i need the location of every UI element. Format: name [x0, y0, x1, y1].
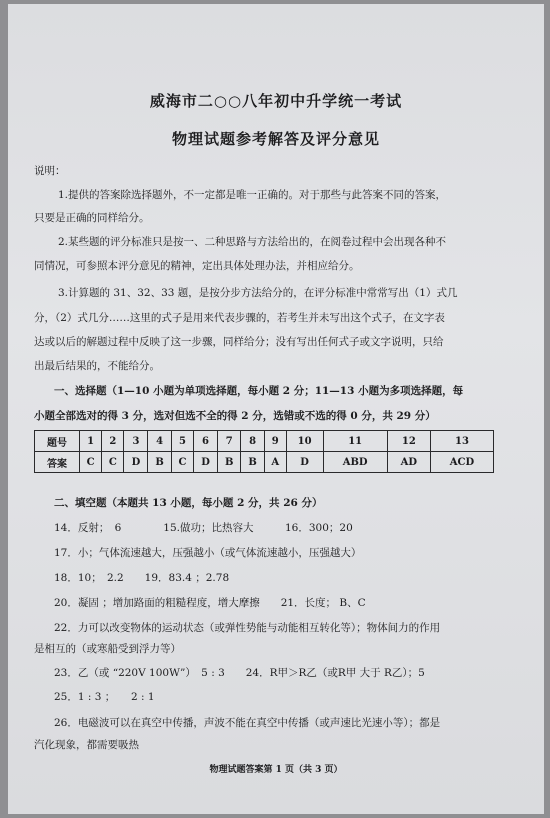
- note-text: 3.计算题的 31、32、33 题，是按分步方法给分的，在评分标准中常常写出（1）式几: [58, 287, 458, 299]
- answer-cell: D: [194, 452, 218, 473]
- fill-answer-line: 25．1 : 3 ； 2 : 1: [54, 691, 155, 703]
- note-text: 只要是正确的同样给分。: [34, 212, 150, 224]
- note-text: 分，（2）式几分……这里的式子是用来代表步骤的，若考生并未写出这个式子，在文字表: [34, 312, 445, 324]
- question-number: 7: [218, 431, 241, 452]
- question-number: 12: [387, 431, 430, 452]
- question-number: 13: [430, 431, 493, 452]
- answer-cell: AD: [387, 452, 430, 473]
- answer-table: [34, 430, 494, 473]
- note-text: 出最后结果的，不能给分。: [34, 360, 160, 372]
- fill-answer-line: 14．反射； 6 15.做功；比热容大 16．300；20: [54, 522, 353, 534]
- answer-cell: ACD: [430, 452, 493, 473]
- notes-heading: 说明：: [34, 165, 66, 177]
- fill-answer-line: 17．小；气体流速越大，压强越小（或气体流速越小，压强越大）: [54, 547, 362, 559]
- note-text: 同情况，可参照本评分意见的精神，定出具体处理办法，并相应给分。: [34, 260, 360, 272]
- answer-cell: D: [286, 452, 323, 473]
- table-row-label: 答案: [35, 452, 80, 473]
- answer-cell: B: [218, 452, 241, 473]
- table-row: [35, 431, 494, 452]
- question-number: 4: [148, 431, 171, 452]
- question-number: 10: [286, 431, 323, 452]
- fill-answer-line: 汽化现象，都需要吸热: [34, 739, 139, 751]
- fill-answer-line: 20．凝固 ；增加路面的粗糙程度，增大摩擦 21．长度； B、C: [54, 597, 366, 609]
- page-title: 威海市二○○八年初中升学统一考试: [149, 92, 403, 110]
- question-number: 1: [80, 431, 102, 452]
- answer-cell: D: [124, 452, 148, 473]
- answer-cell: B: [241, 452, 264, 473]
- fill-answer-line: 23．乙（或 “220V 100W”） 5 : 3 24．R甲＞R乙（或R甲 大于 R乙）；5: [54, 667, 425, 679]
- answer-sheet: [8, 4, 544, 814]
- fill-answer-line: 26．电磁波可以在真空中传播，声波不能在真空中传播（或声速比光速小等）；都是: [54, 717, 441, 729]
- answer-cell: ABD: [323, 452, 387, 473]
- section1-heading: 一、选择题（1—10 小题为单项选择题，每小题 2 分；11—13 小题为多项选择题，每: [54, 385, 464, 397]
- answer-cell: C: [171, 452, 193, 473]
- page-subtitle: 物理试题参考解答及评分意见: [171, 130, 380, 148]
- section2-heading: 二、填空题（本题共 13 小题，每小题 2 分，共 26 分）: [54, 497, 323, 509]
- note-text: 达或以后的解题过程中反映了这一步骤，同样给分；没有写出任何式子或文字说明，只给: [34, 336, 444, 348]
- note-text: 2.某些题的评分标准只是按一、二种思路与方法给出的，在阅卷过程中会出现各种不: [58, 236, 447, 248]
- question-number: 8: [241, 431, 264, 452]
- section1-heading: 小题全部选对的得 3 分，选对但选不全的得 2 分，选错或不选的得 0 分，共 29 分）: [34, 410, 436, 422]
- question-number: 2: [102, 431, 124, 452]
- note-text: 1.提供的答案除选择题外，不一定都是唯一正确的。对于那些与此答案不同的答案，: [58, 189, 447, 201]
- answer-cell: C: [102, 452, 124, 473]
- answer-cell: C: [80, 452, 102, 473]
- fill-answer-line: 是相互的（或寒船受到浮力等）: [34, 643, 181, 655]
- page-footer: 物理试题答案第 1 页（共 3 页）: [209, 765, 343, 775]
- answer-cell: A: [264, 452, 286, 473]
- question-number: 9: [264, 431, 286, 452]
- fill-answer-line: 22．力可以改变物体的运动状态（或弹性势能与动能相互转化等）；物体间力的作用: [54, 622, 441, 634]
- question-number: 11: [323, 431, 387, 452]
- question-number: 5: [171, 431, 193, 452]
- fill-answer-line: 18．10； 2.2 19．83.4 ；2.78: [54, 572, 230, 584]
- answer-cell: B: [148, 452, 171, 473]
- table-row-label: 题号: [35, 431, 80, 452]
- question-number: 3: [124, 431, 148, 452]
- table-row: [35, 452, 494, 473]
- question-number: 6: [194, 431, 218, 452]
